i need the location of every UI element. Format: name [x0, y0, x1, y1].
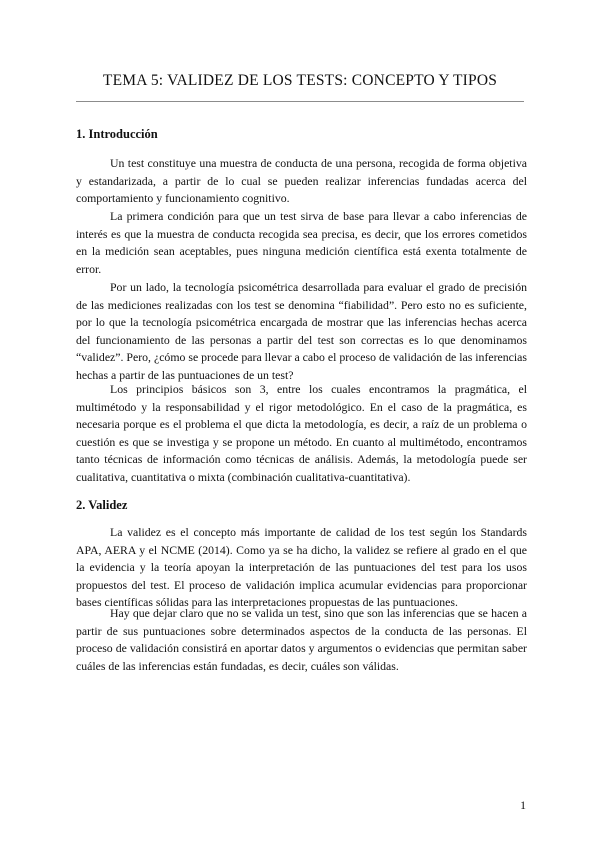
paragraph: Por un lado, la tecnología psicométrica desarrollada para evaluar el grado de precisión de las mediciones realizadas con los test se denomina “fiabilidad”. Pero esto no es suficiente, por lo que la tecnología psicométrica encargada de mostrar que las inferencias hechas acerca del funcionamiento de las personas a partir del test son correctas es lo que denominamos “validez”. Pero, ¿cómo se procede para llevar a cabo el proceso de validación de las inferencias hechas a partir de las puntuaciones de un test? — [76, 280, 528, 382]
page-number: 1 — [520, 798, 526, 812]
paragraph: La primera condición para que un test sirva de base para llevar a cabo inferencias de interés es que la muestra de conducta recogida sea precisa, es decir, que los errores cometidos en la medición sean aceptables, pues ninguna medición científica está exenta totalmente de error. — [76, 209, 527, 276]
paragraph: Hay que dejar claro que no se valida un test, sino que son las inferencias que se hacen a partir de sus puntuaciones sobre determinados aspectos de la conducta de las personas. El proceso de validación consistirá en aportar datos y argumentos o evidencias que permitan saber cuáles de las inferencias están fundadas, es decir, cuáles son válidas. — [76, 606, 527, 673]
section-heading-validez: 2. Validez — [76, 498, 128, 512]
paragraph: Los principios básicos son 3, entre los cuales encontramos la pragmática, el multimétodo y la responsabilidad y el rigor metodológico. En el caso de la pragmática, es necesaria porque es el problema el que dicta la metodología, es decir, a raíz de un problema o cuestión es que se investiga y se propone un método. En cuanto al multimétodo, encontramos tanto técnicas de información como técnicas de análisis. Además, la metodología puede ser cualitativa, cuantitativa o mixta (combinación cualitativa-cuantitativa). — [76, 382, 527, 484]
document-title: TEMA 5: VALIDEZ DE LOS TESTS: CONCEPTO Y TIPOS — [102, 72, 498, 89]
paragraph: La validez es el concepto más importante de calidad de los test según los Standards APA, AERA y el NCME (2014). Como ya se ha dicho, la validez se refiere al grado en el que la evidencia y la teoría apoyan la interpretación de las puntuaciones del test para los usos propuestos del test. El proceso de validación implica acumular evidencias para proporcionar bases científicas sólidas para las interpretaciones propuestas de las puntuaciones. — [76, 525, 527, 610]
section-heading-introduccion: 1. Introducción — [76, 127, 158, 141]
title-divider — [76, 101, 524, 102]
paragraph: Un test constituye una muestra de conducta de una persona, recogida de forma objetiva y estandarizada, a partir de lo cual se pueden realizar inferencias fundadas acerca del comportamiento y funcionamiento cognitivo. — [76, 156, 527, 206]
